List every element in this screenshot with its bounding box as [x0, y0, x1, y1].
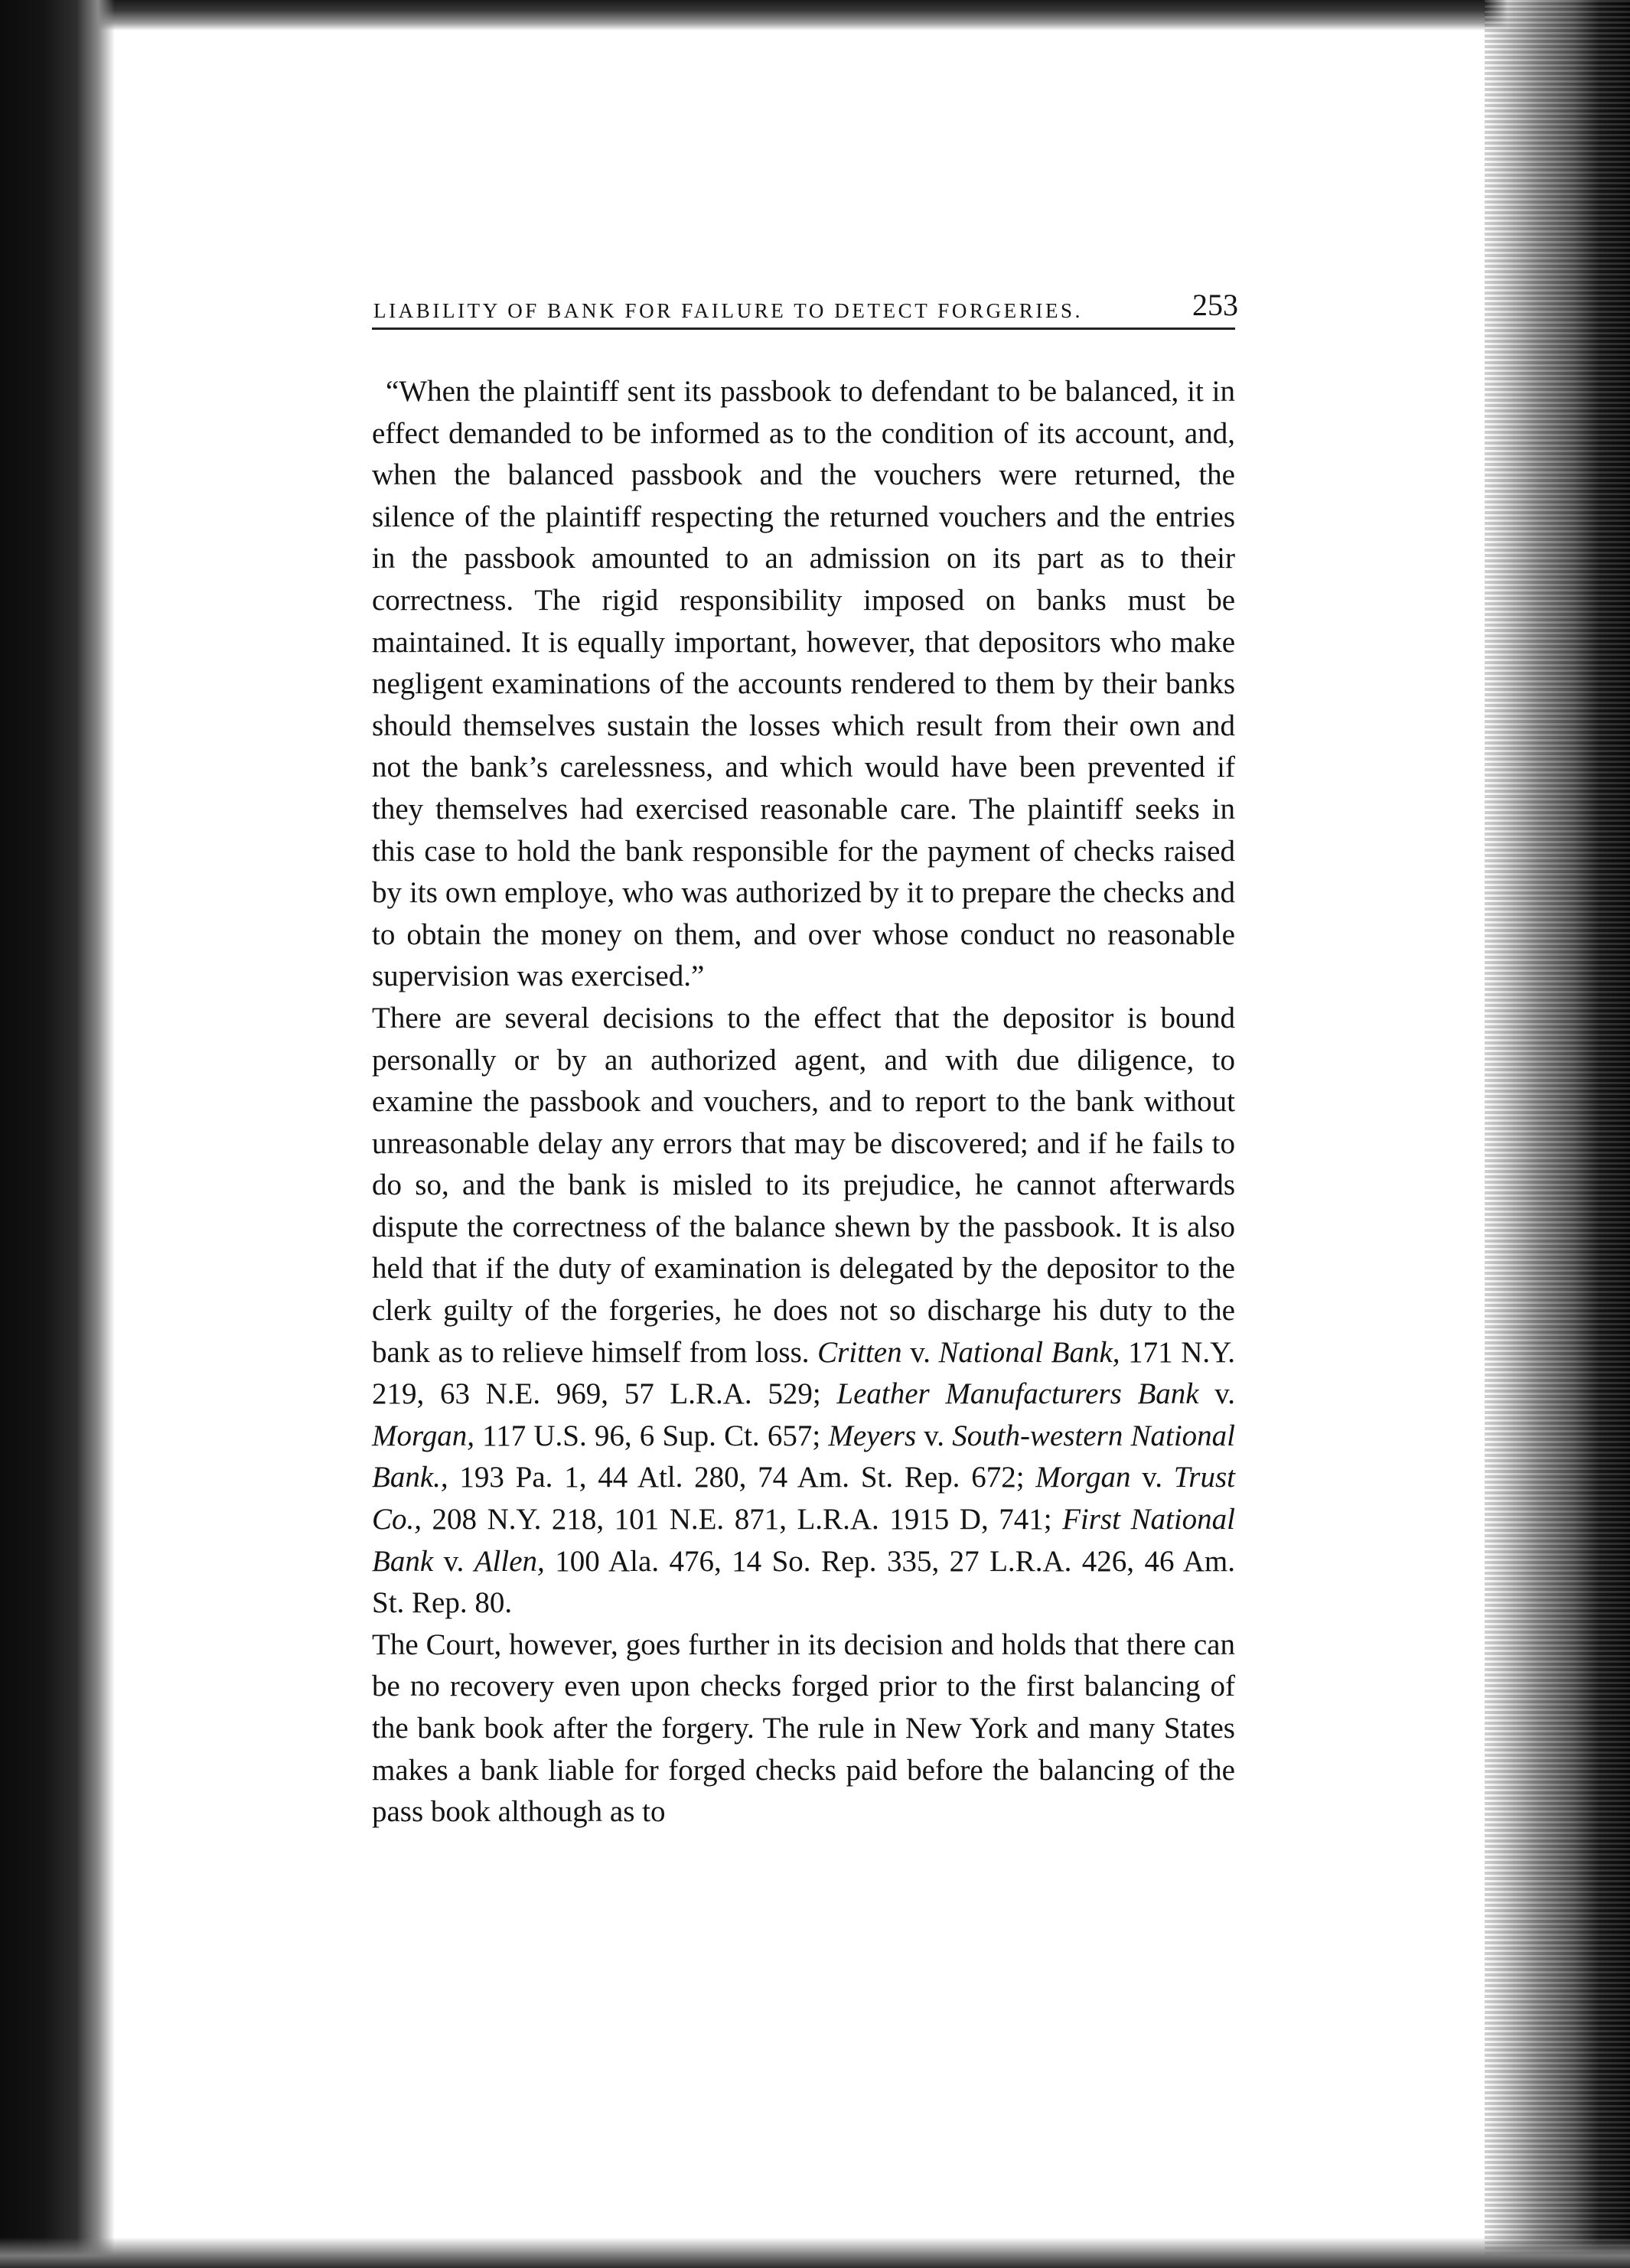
running-title: LIABILITY OF BANK FOR FAILURE TO DETECT FORGERIES. [373, 299, 1084, 322]
case-name: First National Bank [372, 1503, 1235, 1578]
running-head [373, 277, 1238, 323]
case-name: Morgan [1035, 1461, 1131, 1494]
citation: 117 U.S. 96, 6 Sup. Ct. 657; [474, 1419, 829, 1452]
versus: v. [1198, 1377, 1235, 1411]
case-party: Trust Co., [372, 1461, 1235, 1536]
paragraph-court [372, 1624, 1235, 1833]
case-party: National Bank, [938, 1335, 1120, 1369]
case-name: Meyers [828, 1419, 917, 1452]
citation: 193 Pa. 1, 44 Atl. 280, 74 Am. St. Rep. 672; [448, 1461, 1036, 1494]
page-body [372, 371, 1235, 1833]
header-rule [372, 327, 1235, 330]
case-party: Morgan, [372, 1419, 474, 1452]
case-party: South-western National Bank., [372, 1419, 1236, 1494]
paragraph-text: There are several decisions to the effect that the depositor is bound personally or by an authorized agent, and with due diligence, to examine the passbook and vouchers, and to report to the bank without unreasonable delay any errors that may be discovered; and if he fails to do so, and the bank is misled to its prejudice, he cannot afterwards dispute the correctness of the balance shewn by the passbook. It is also held that if the duty of examination is delegated by the depositor to the clerk guilty of the forgeries, he does not so discharge his duty to the bank as to relieve himself from loss. [372, 1001, 1235, 1369]
citation: 100 Ala. 476, 14 So. Rep. 335, 27 L.R.A. 426, 46 Am. St. Rep. 80. [372, 1544, 1235, 1620]
scan-shadow-bottom [0, 2237, 1630, 2268]
scan-shadow-left [0, 0, 115, 2268]
versus: v. [916, 1419, 953, 1452]
citation: 171 N.Y. 219, 63 N.E. 969, 57 L.R.A. 529; [372, 1335, 1235, 1411]
versus: v. [1130, 1461, 1174, 1494]
case-party: Allen, [474, 1544, 545, 1578]
case-name: Leather Manufacturers Bank [836, 1377, 1199, 1411]
citation: 208 N.Y. 218, 101 N.E. 871, L.R.A. 1915 D, 741; [422, 1503, 1063, 1536]
scan-shadow-top [0, 0, 1630, 31]
paragraph-quotation [372, 371, 1235, 998]
versus: v. [901, 1335, 939, 1369]
case-name: Critten [817, 1335, 902, 1369]
versus: v. [433, 1544, 474, 1578]
paragraph-text: The Court, however, goes further in its decision and holds that there can be no recovery even upon checks forged prior to the first balancing of the bank book after the forgery. The rule in New York and many States makes a bank liable for forged checks paid before the balancing of the pass book although as to [372, 1628, 1235, 1829]
book-page-edges [1485, 0, 1630, 2268]
page-number: 253 [1192, 288, 1238, 322]
paragraph-text: “When the plaintiff sent its passbook to defendant to be balanced, it in effect demanded to be informed as to the condition of its account, and, when the balanced passbook and the vouchers were returned, the silence of the plaintiff respecting the returned vouchers and the entries in the passbook amounted to an admission on its part as to their correctness. The rigid responsibility imposed on banks must be maintained. It is equally important, however, that depositors who make negligent examinations of the accounts rendered to them by their banks should themselves sustain the losses which result from their own and not the bank’s carelessness, and which would have been prevented if they themselves had exercised reasonable care. The plaintiff seeks in this case to hold the bank responsible for the payment of checks raised by its own employe, who was authorized by it to prepare the checks and to obtain the money on them, and over whose conduct no reasonable supervision was exercised.” [372, 375, 1235, 993]
paragraph-decisions [372, 998, 1235, 1624]
